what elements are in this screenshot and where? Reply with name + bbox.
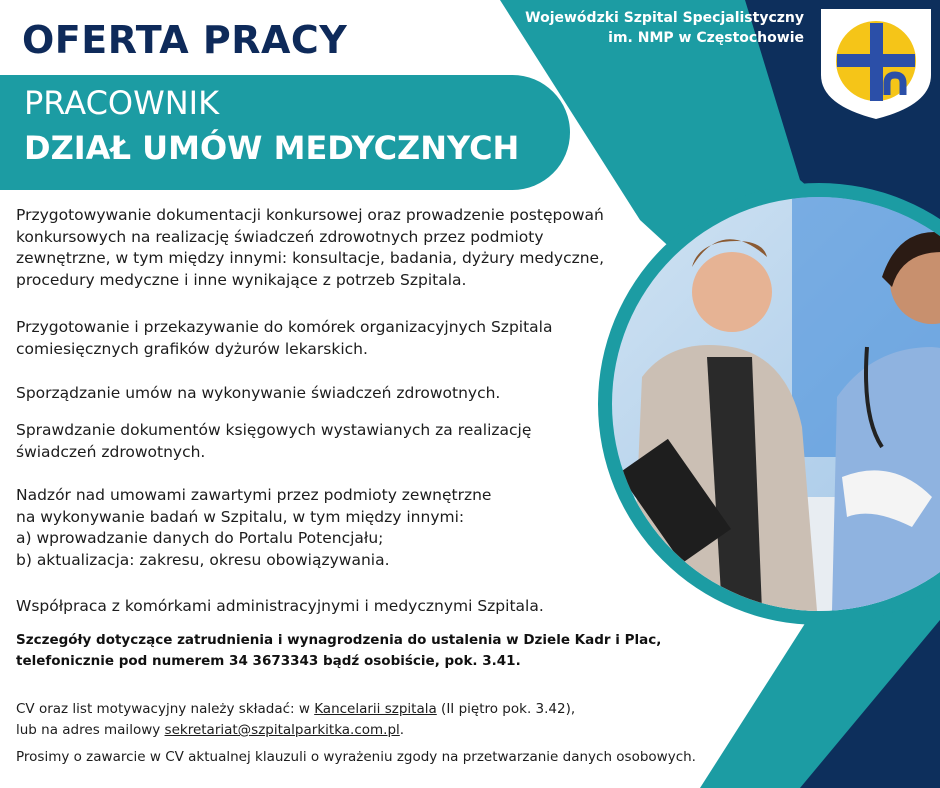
cv-line2 xyxy=(16,720,716,741)
duty-item: Współpraca z komórkami administracyjnymi i medycznymi Szpitala. xyxy=(16,597,544,615)
cv-line1 xyxy=(16,699,716,720)
employment-details xyxy=(16,630,696,672)
duty-item: Nadzór nad umowami zawartymi przez podmioty zewnętrzne na wykonywanie badań w Szpitalu, w tym między innymi: a) wprowadzanie danych do Portalu Potencjału; b) aktualizacja: zakresu, okresu obowiązywania. xyxy=(16,486,492,569)
office-link[interactable]: Kancelarii szpitala xyxy=(314,701,437,717)
duty-item: Sprawdzanie dokumentów księgowych wystawianych za realizację świadczeń zdrowotnych. xyxy=(16,421,532,461)
hospital-name-line2: im. NMP w Częstochowie xyxy=(608,30,804,46)
position-title-line1: PRACOWNIK xyxy=(24,84,220,122)
position-title-line2: DZIAŁ UMÓW MEDYCZNYCH xyxy=(24,129,520,167)
duty-item: Przygotowanie i przekazywanie do komórek organizacyjnych Szpitala comiesięcznych grafików dyżurów lekarskich. xyxy=(16,318,553,358)
cv-line2-prefix: lub na adres mailowy xyxy=(16,722,165,738)
hospital-cross-shield-icon xyxy=(815,5,937,122)
hospital-name-line1: Wojewódzki Szpital Specjalistyczny xyxy=(525,10,804,26)
employment-details-line2: telefonicznie pod numerem 34 3673343 bądź osobiście, pok. 3.41. xyxy=(16,653,521,669)
hospital-name xyxy=(525,8,804,48)
page-title: OFERTA PRACY xyxy=(22,18,348,62)
employment-details-line1: Szczegóły dotyczące zatrudnienia i wynagrodzenia do ustalenia w Dziele Kadr i Plac, xyxy=(16,632,662,648)
email-link[interactable]: sekretariat@szpitalparkitka.com.pl xyxy=(164,722,400,738)
duty-item: Przygotowywanie dokumentacji konkursowej oraz prowadzenie postępowań konkursowych na realizację świadczeń zdrowotnych przez podmioty zewnętrzne, w tym między innymi: konsultacje, badania, dyżury medyczne, procedury medyczne i inne wynikające z potrzeb Szpitala. xyxy=(16,206,605,289)
cv-prefix: CV oraz list motywacyjny należy składać: w xyxy=(16,701,315,717)
privacy-clause: Prosimy o zawarcie w CV aktualnej klauzuli o wyrażeniu zgody na przetwarzanie danych osobowych. xyxy=(16,749,696,765)
cv-line2-suffix: . xyxy=(399,722,405,738)
duty-item: Sporządzanie umów na wykonywanie świadczeń zdrowotnych. xyxy=(16,384,501,402)
cv-suffix: (II piętro pok. 3.42), xyxy=(436,701,576,717)
cv-instructions xyxy=(16,699,716,741)
